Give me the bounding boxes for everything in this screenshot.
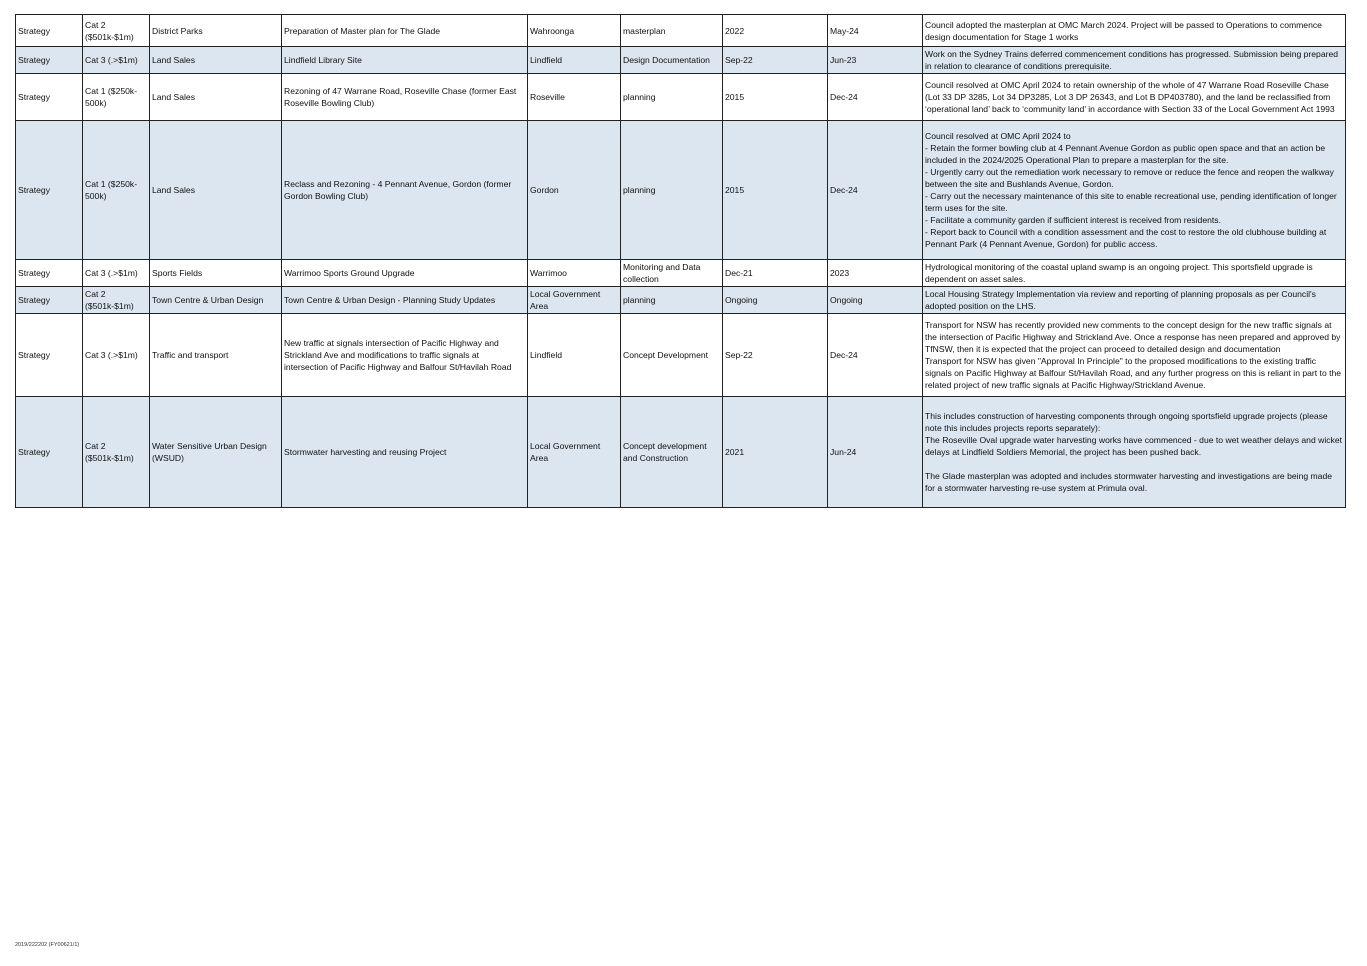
start-cell: 2015 (723, 121, 828, 260)
start-cell: 2021 (723, 397, 828, 508)
stage-cell: planning (621, 121, 723, 260)
location-cell: Gordon (528, 121, 621, 260)
program-cell: Water Sensitive Urban Design (WSUD) (150, 397, 282, 508)
project-cell: Preparation of Master plan for The Glade (282, 15, 528, 47)
note-line: Council adopted the masterplan at OMC March 2024. Project will be passed to Operations to commence design documentation for Stage 1 works (925, 19, 1322, 42)
note-line: - Facilitate a community garden if sufficient interest is received from residents. (925, 215, 1221, 225)
stage-cell: Design Documentation (621, 47, 723, 74)
notes-cell (923, 314, 1346, 397)
location-cell: Roseville (528, 74, 621, 121)
note-line: This includes construction of harvesting components through ongoing sportsfield upgrade projects (please note this includes projects reports separately): (925, 411, 1328, 433)
note-line: - Urgently carry out the remediation work necessary to remove or reduce the fence and reopen the walkway between the site and Bushlands Avenue, Gordon. (925, 167, 1334, 189)
program-cell: Land Sales (150, 121, 282, 260)
table-row (16, 74, 1346, 121)
type-cell: Strategy (16, 260, 83, 287)
start-cell: Ongoing (723, 287, 828, 314)
note-line: Hydrological monitoring of the coastal upland swamp is an ongoing project. This sportsfield upgrade is dependent on asset sales. (925, 262, 1313, 284)
note-line: Transport for NSW has given "Approval In Principle" to the proposed modifications to the existing traffic signals on Pacific Highway at Balfour St/Havilah Road, and any further progress on this is reliant in part to the related project of new traffic signals at Pacific Highway/Strickland Avenue. (925, 356, 1342, 390)
notes-cell (923, 121, 1346, 260)
finish-cell: Ongoing (828, 287, 923, 314)
type-cell: Strategy (16, 121, 83, 260)
category-cell: Cat 3 (.>$1m) (83, 260, 150, 287)
category-cell: Cat 2 ($501k-$1m) (83, 15, 150, 47)
table-row (16, 287, 1346, 314)
project-cell: Rezoning of 47 Warrane Road, Roseville Chase (former East Roseville Bowling Club) (282, 74, 528, 121)
note-line: - Retain the former bowling club at 4 Pennant Avenue Gordon as public open space and that an action be included in the 2024/2025 Operational Plan to prepare a masterplan for the site. (925, 143, 1326, 165)
start-cell: 2015 (723, 74, 828, 121)
location-cell: Local Government Area (528, 287, 621, 314)
stage-cell: planning (621, 287, 723, 314)
project-table (15, 14, 1346, 508)
start-cell: Sep-22 (723, 47, 828, 74)
note-line: - Carry out the necessary maintenance of this site to enable recreational use, pending identification of longer term uses for the site. (925, 191, 1337, 213)
note-line: Transport for NSW has recently provided new comments to the concept design for the new traffic signals at the intersection of Pacific Highway and Strickland Ave. Once a response has neen prepared and approved by TfNSW, then it is expected that the project can proceed to detailed design and documentation (925, 320, 1341, 354)
finish-cell: Dec-24 (828, 74, 923, 121)
note-line: Work on the Sydney Trains deferred commencement conditions has progressed. Submission being prepared in relation to clearance of conditions prerequisite. (925, 49, 1339, 71)
finish-cell: Dec-24 (828, 314, 923, 397)
location-cell: Lindfield (528, 314, 621, 397)
note-line (925, 458, 1343, 470)
note-line: Council resolved at OMC April 2024 to (925, 131, 1071, 141)
stage-cell: masterplan (621, 15, 723, 47)
project-cell: Town Centre & Urban Design - Planning Study Updates (282, 287, 528, 314)
table-row (16, 121, 1346, 260)
program-cell: Land Sales (150, 47, 282, 74)
table-row (16, 397, 1346, 508)
category-cell: Cat 2 ($501k-$1m) (83, 397, 150, 508)
program-cell: Sports Fields (150, 260, 282, 287)
project-cell: Lindfield Library Site (282, 47, 528, 74)
project-cell: Reclass and Rezoning - 4 Pennant Avenue, Gordon (former Gordon Bowling Club) (282, 121, 528, 260)
project-cell: Stormwater harvesting and reusing Project (282, 397, 528, 508)
table-row (16, 314, 1346, 397)
type-cell: Strategy (16, 47, 83, 74)
category-cell: Cat 2 ($501k-$1m) (83, 287, 150, 314)
project-cell: New traffic at signals intersection of Pacific Highway and Strickland Ave and modifications to traffic signals at intersection of Pacific Highway and Balfour St/Havilah Road (282, 314, 528, 397)
start-cell: Dec-21 (723, 260, 828, 287)
notes-cell (923, 260, 1346, 287)
stage-cell: Concept Development (621, 314, 723, 397)
program-cell: Town Centre & Urban Design (150, 287, 282, 314)
program-cell: District Parks (150, 15, 282, 47)
notes-cell (923, 74, 1346, 121)
note-line: The Roseville Oval upgrade water harvesting works have commenced - due to wet weather delays and wicket delays at Lindfield Soldiers Memorial, the project has been pushed back. (925, 435, 1343, 457)
stage-cell: Concept development and Construction (621, 397, 723, 508)
category-cell: Cat 1 ($250k-500k) (83, 121, 150, 260)
category-cell: Cat 3 (.>$1m) (83, 314, 150, 397)
location-cell: Lindfield (528, 47, 621, 74)
location-cell: Warrimoo (528, 260, 621, 287)
category-cell: Cat 1 ($250k-500k) (83, 74, 150, 121)
finish-cell: 2023 (828, 260, 923, 287)
category-cell: Cat 3 (.>$1m) (83, 47, 150, 74)
table-row (16, 47, 1346, 74)
note-line: Local Housing Strategy Implementation via review and reporting of planning proposals as per Council's adopted position on the LHS. (925, 289, 1316, 311)
table-row (16, 15, 1346, 47)
finish-cell: Jun-23 (828, 47, 923, 74)
type-cell: Strategy (16, 397, 83, 508)
table-row (16, 260, 1346, 287)
notes-cell (923, 397, 1346, 508)
project-cell: Warrimoo Sports Ground Upgrade (282, 260, 528, 287)
notes-cell (923, 287, 1346, 314)
location-cell: Local Government Area (528, 397, 621, 508)
type-cell: Strategy (16, 287, 83, 314)
start-cell: 2022 (723, 15, 828, 47)
type-cell: Strategy (16, 74, 83, 121)
program-cell: Traffic and transport (150, 314, 282, 397)
location-cell: Wahroonga (528, 15, 621, 47)
note-line: The Glade masterplan was adopted and includes stormwater harvesting and investigations are being made for a stormwater harvesting re-use system at Primula oval. (925, 471, 1333, 493)
notes-cell (923, 15, 1346, 47)
start-cell: Sep-22 (723, 314, 828, 397)
note-line: - Report back to Council with a condition assessment and the cost to restore the old clubhouse building at Pennant Park (4 Pennant Avenue, Gordon) for public access. (925, 227, 1327, 249)
type-cell: Strategy (16, 15, 83, 47)
type-cell: Strategy (16, 314, 83, 397)
finish-cell: May-24 (828, 15, 923, 47)
program-cell: Land Sales (150, 74, 282, 121)
notes-cell (923, 47, 1346, 74)
finish-cell: Jun-24 (828, 397, 923, 508)
stage-cell: planning (621, 74, 723, 121)
document-reference: 2019/222202 (FY00621/1) (15, 942, 80, 948)
finish-cell: Dec-24 (828, 121, 923, 260)
stage-cell: Monitoring and Data collection (621, 260, 723, 287)
note-line: Council resolved at OMC April 2024 to retain ownership of the whole of 47 Warrane Road Roseville Chase (Lot 33 DP 3285, Lot 34 DP3285, Lot 3 DP 26343, and Lot B DP403780), and the land be reclassified from ‘operational land’ back to ‘community land’ in accordance with Section 33 of the Local Government Act 1993 (925, 80, 1335, 114)
